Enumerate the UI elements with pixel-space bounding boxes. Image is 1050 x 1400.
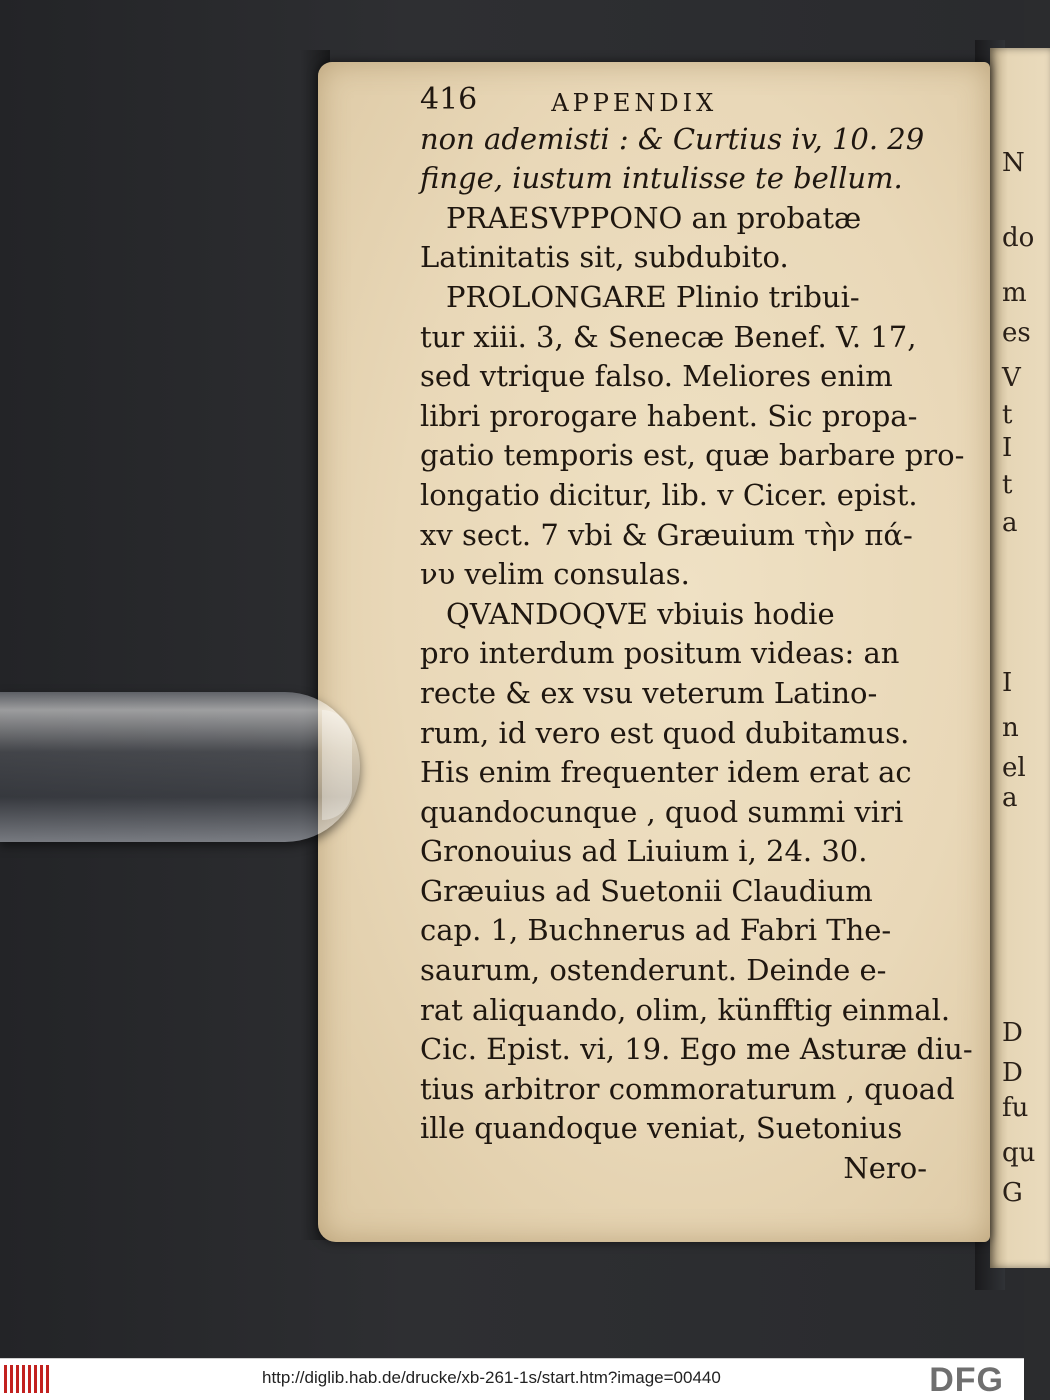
page-header — [420, 80, 935, 120]
text-line: Latinitatis sit, subdubito. — [420, 240, 789, 275]
facing-page-edge — [990, 48, 1050, 1268]
text-line: saurum, ostenderunt. Deinde e- — [420, 953, 887, 988]
facing-page-fragment: I — [1002, 668, 1013, 698]
facing-page-fragment: do — [1002, 223, 1035, 253]
text-line: cap. 1, Buchnerus ad Fabri The- — [420, 913, 892, 948]
text-line: ille quandoque veniat, Suetonius — [420, 1111, 903, 1146]
facing-page-fragment: fu — [1002, 1093, 1029, 1123]
text-line: longatio dicitur, lib. v Cicer. epist. — [420, 477, 918, 512]
text-line: rat aliquando, olim, künfftig einmal. — [420, 992, 951, 1027]
text-line: finge, iustum intulisse te bellum. — [420, 161, 903, 196]
text-line: rum, id vero est quod dubitamus. — [420, 715, 910, 750]
text-line: Cic. Epist. vi, 19. Ego me Asturæ diu- — [420, 1032, 973, 1067]
facing-page-fragment: D — [1002, 1058, 1023, 1088]
facing-page-fragment: qu — [1002, 1138, 1036, 1168]
facing-page-fragment: N — [1002, 148, 1025, 178]
text-line: gatio temporis est, quæ barbare pro- — [420, 438, 965, 473]
facing-page-fragment: V — [1002, 363, 1021, 393]
page-number: 416 — [420, 82, 478, 117]
facing-page-fragment: I — [1002, 433, 1013, 463]
text-line: Gronouius ad Liuium i, 24. 30. — [420, 834, 868, 869]
facing-page-fragment: m — [1002, 278, 1027, 308]
text-line: pro interdum positum videas: an — [420, 636, 900, 671]
text-line: non ademisti : & Curtius iv, 10. 29 — [420, 121, 925, 156]
text-line: libri prorogare habent. Sic propa- — [420, 398, 918, 433]
viewer-footer — [0, 1358, 1024, 1400]
text-line: tius arbitror commoraturum , quoad — [420, 1071, 955, 1106]
facing-page-fragment: a — [1002, 783, 1018, 813]
facing-page-fragment: el — [1002, 753, 1026, 783]
text-line: PROLONGARE Plinio tribui- — [446, 279, 860, 314]
text-line: quandocunque , quod summi viri — [420, 794, 904, 829]
text-line: sed vtrique falso. Meliores enim — [420, 359, 893, 394]
text-line: Græuius ad Suetonii Claudium — [420, 873, 873, 908]
text-line: xv sect. 7 vbi & Græuium τὴν πά- — [420, 517, 913, 552]
dfg-logo: DFG — [929, 1361, 1004, 1399]
glass-page-clamp — [0, 692, 360, 842]
facing-page-fragment: a — [1002, 508, 1018, 538]
facing-page-fragment: D — [1002, 1018, 1023, 1048]
text-line: PRAESVPPONO an probatæ — [446, 200, 862, 235]
barcode-logo-icon — [4, 1365, 49, 1393]
facing-page-fragment: n — [1002, 713, 1019, 743]
clamp-tip — [322, 710, 352, 820]
page-text — [420, 80, 973, 1189]
facing-page-fragment: t — [1002, 470, 1013, 500]
facing-page-fragment: t — [1002, 400, 1013, 430]
running-head: APPENDIX — [551, 89, 718, 117]
text-line: νυ velim consulas. — [420, 557, 690, 592]
facing-page-fragment: es — [1002, 318, 1031, 348]
catchword: Nero- — [843, 1151, 927, 1186]
text-line: recte & ex vsu veterum Latino- — [420, 675, 878, 710]
text-line: tur xiii. 3, & Senecæ Benef. V. 17, — [420, 319, 917, 354]
text-line: QVANDOQVE vbiuis hodie — [446, 596, 835, 631]
text-line: His enim frequenter idem erat ac — [420, 755, 912, 790]
facing-page-fragment: G — [1002, 1178, 1023, 1208]
source-url-link[interactable]: http://diglib.hab.de/drucke/xb-261-1s/start.htm?image=00440 — [262, 1368, 721, 1387]
